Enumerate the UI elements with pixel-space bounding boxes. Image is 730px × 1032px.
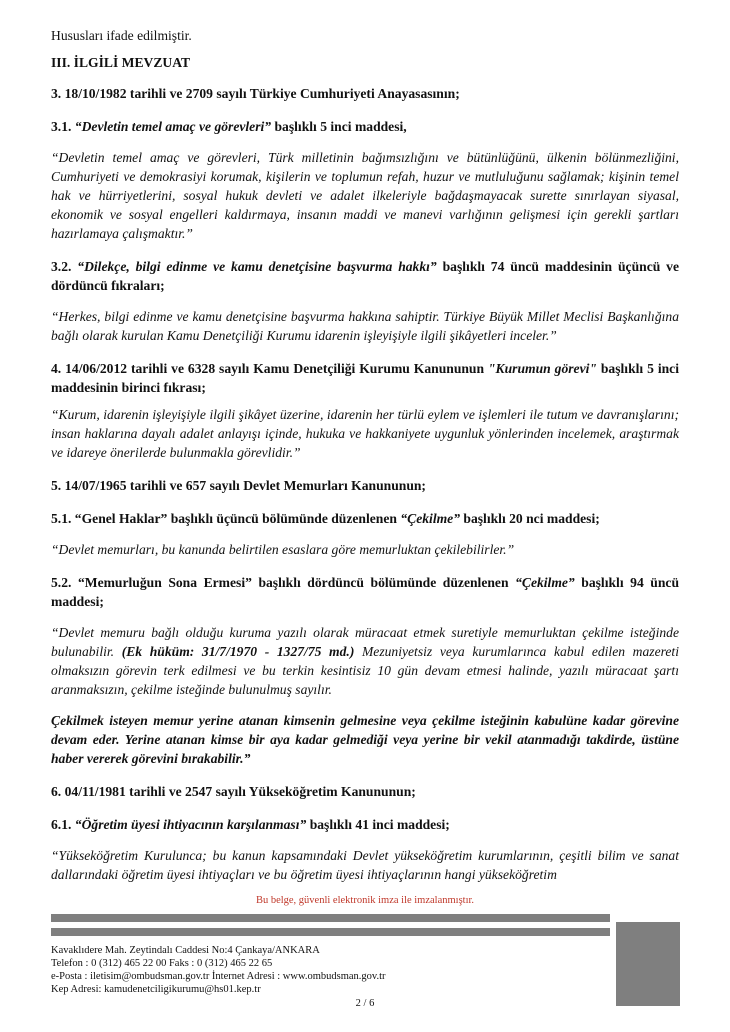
footer-divider-top: [51, 914, 610, 922]
footer-divider-bottom: [51, 928, 610, 936]
footer-kep: Kep Adresi: kamudenetciligikurumu@hs01.kep.tr: [51, 984, 261, 995]
heading-6: 6. 04/11/1981 tarihli ve 2547 sayılı Yükseköğretim Kanununun;: [51, 784, 416, 799]
qr-code-placeholder: [616, 922, 680, 1006]
footer-contact: [51, 944, 571, 996]
footer-address: Kavaklıdere Mah. Zeytindalı Caddesi No:4 Çankaya/ANKARA: [51, 945, 320, 956]
heading-4: 4. 14/06/2012 tarihli ve 6328 sayılı Kamu Denetçiliği Kurumu Kanununun "Kurumun görevi" başlıklı 5 inci maddesinin birinci fıkrası;: [51, 361, 679, 395]
e-signature-note: Bu belge, güvenli elektronik imza ile imzalanmıştır.: [255, 895, 475, 906]
heading-6-1: 6.1. “Öğretim üyesi ihtiyacının karşılanması” başlıklı 41 inci maddesi;: [51, 817, 450, 832]
quote-law-6328: “Kurum, idarenin işleyişiyle ilgili şikâyet üzerine, idarenin her türlü eylem ve işlemleri ile tutum ve davranışlarını; insan haklarına dayalı adalet anlayışı içinde, hukuka ve hakkaniyete uygunluk yönlerinden incelemek, araştırmak ve idareye önerilerde bulunmakla görevlidir.”: [51, 407, 679, 460]
section-title: III. İLGİLİ MEVZUAT: [51, 55, 191, 70]
heading-5-2: 5.2. “Memurluğun Sona Ermesi” başlıklı dördüncü bölümünde düzenlenen “Çekilme” başlıklı 94 üncü maddesi;: [51, 575, 679, 609]
heading-3-2: 3.2. “Dilekçe, bilgi edinme ve kamu denetçisine başvurma hakkı” başlıklı 74 üncü maddesinin üçüncü ve dördüncü fıkraları;: [51, 259, 680, 293]
heading-5-1: 5.1. “Genel Haklar” başlıklı üçüncü bölümünde düzenlenen “Çekilme” başlıklı 20 nci maddesi;: [51, 511, 600, 526]
footer-phone: Telefon : 0 (312) 465 22 00 Faks : 0 (312) 465 22 65: [51, 958, 273, 969]
quote-article-94-continued: Çekilmek isteyen memur yerine atanan kimsenin gelmesine veya çekilme isteğinin kabulüne kadar görevine devam eder. Yerine atanan kimse bir aya kadar gelmediği veya yerine bir vekil atanmadığı takdirde, üstüne haber vererek görevini bırakabilir.”: [51, 713, 679, 766]
intro-line: Hususları ifade edilmiştir.: [51, 28, 192, 43]
quote-article-94: “Devlet memuru bağlı olduğu kuruma yazılı olarak müracaat etmek suretiyle memurluktan çekilme isteğinde bulunabilir. (Ek hüküm: 31/7/1970 - 1327/75 md.) Mezuniyetsiz veya kurumlarınca kabul edilen mazereti olmaksızın görevin terk edilmesi ve bu terkin kesintisiz 10 gün devam etmesi halinde, yazılı müracaat şartı aranmaksızın, çekilme isteğinde bulunulmuş sayılır.: [51, 625, 679, 697]
document-body: [51, 26, 679, 884]
quote-article-41: “Yükseköğretim Kurulunca; bu kanun kapsamındaki Devlet yükseköğretim kurumlarının, çeşitli bilim ve sanat dallarındaki öğretim üyesi ihtiyaçları ve bu öğretim üyesi ihtiyaçlarının hangi yükseköğretim: [51, 848, 679, 882]
heading-3: 3. 18/10/1982 tarihli ve 2709 sayılı Türkiye Cumhuriyeti Anayasasının;: [51, 86, 460, 101]
quote-article-74: “Herkes, bilgi edinme ve kamu denetçisine başvurma hakkına sahiptir. Türkiye Büyük Millet Meclisi Başkanlığına bağlı olarak kurulan Kamu Denetçiliği Kurumu idarenin işleyişiyle ilgili şikâyetleri inceler.”: [51, 309, 679, 343]
page-number: 2 / 6: [355, 998, 375, 1009]
heading-3-1: 3.1. “Devletin temel amaç ve görevleri” başlıklı 5 inci maddesi,: [51, 119, 407, 134]
quote-article-5: “Devletin temel amaç ve görevleri, Türk milletinin bağımsızlığını ve bütünlüğünü, ülkenin bölünmezliğini, Cumhuriyeti ve demokrasiyi korumak, kişilerin ve toplumun refah, huzur ve mutluluğunu sağlamak; kişinin temel hak ve hürriyetlerini, sosyal hukuk devleti ve adalet ilkeleriyle bağdaşmayacak surette sınırlayan siyasal, ekonomik ve sosyal engelleri kaldırmaya, insanın maddi ve manevi varlığının gelişmesi için gerekli şartları hazırlamaya çalışmaktır.”: [51, 150, 679, 241]
quote-article-20: “Devlet memurları, bu kanunda belirtilen esaslara göre memurluktan çekilebilirler.”: [51, 542, 515, 557]
footer-email: e-Posta : iletisim@ombudsman.gov.tr İnternet Adresi : www.ombudsman.gov.tr: [51, 971, 386, 982]
heading-5: 5. 14/07/1965 tarihli ve 657 sayılı Devlet Memurları Kanununun;: [51, 478, 426, 493]
